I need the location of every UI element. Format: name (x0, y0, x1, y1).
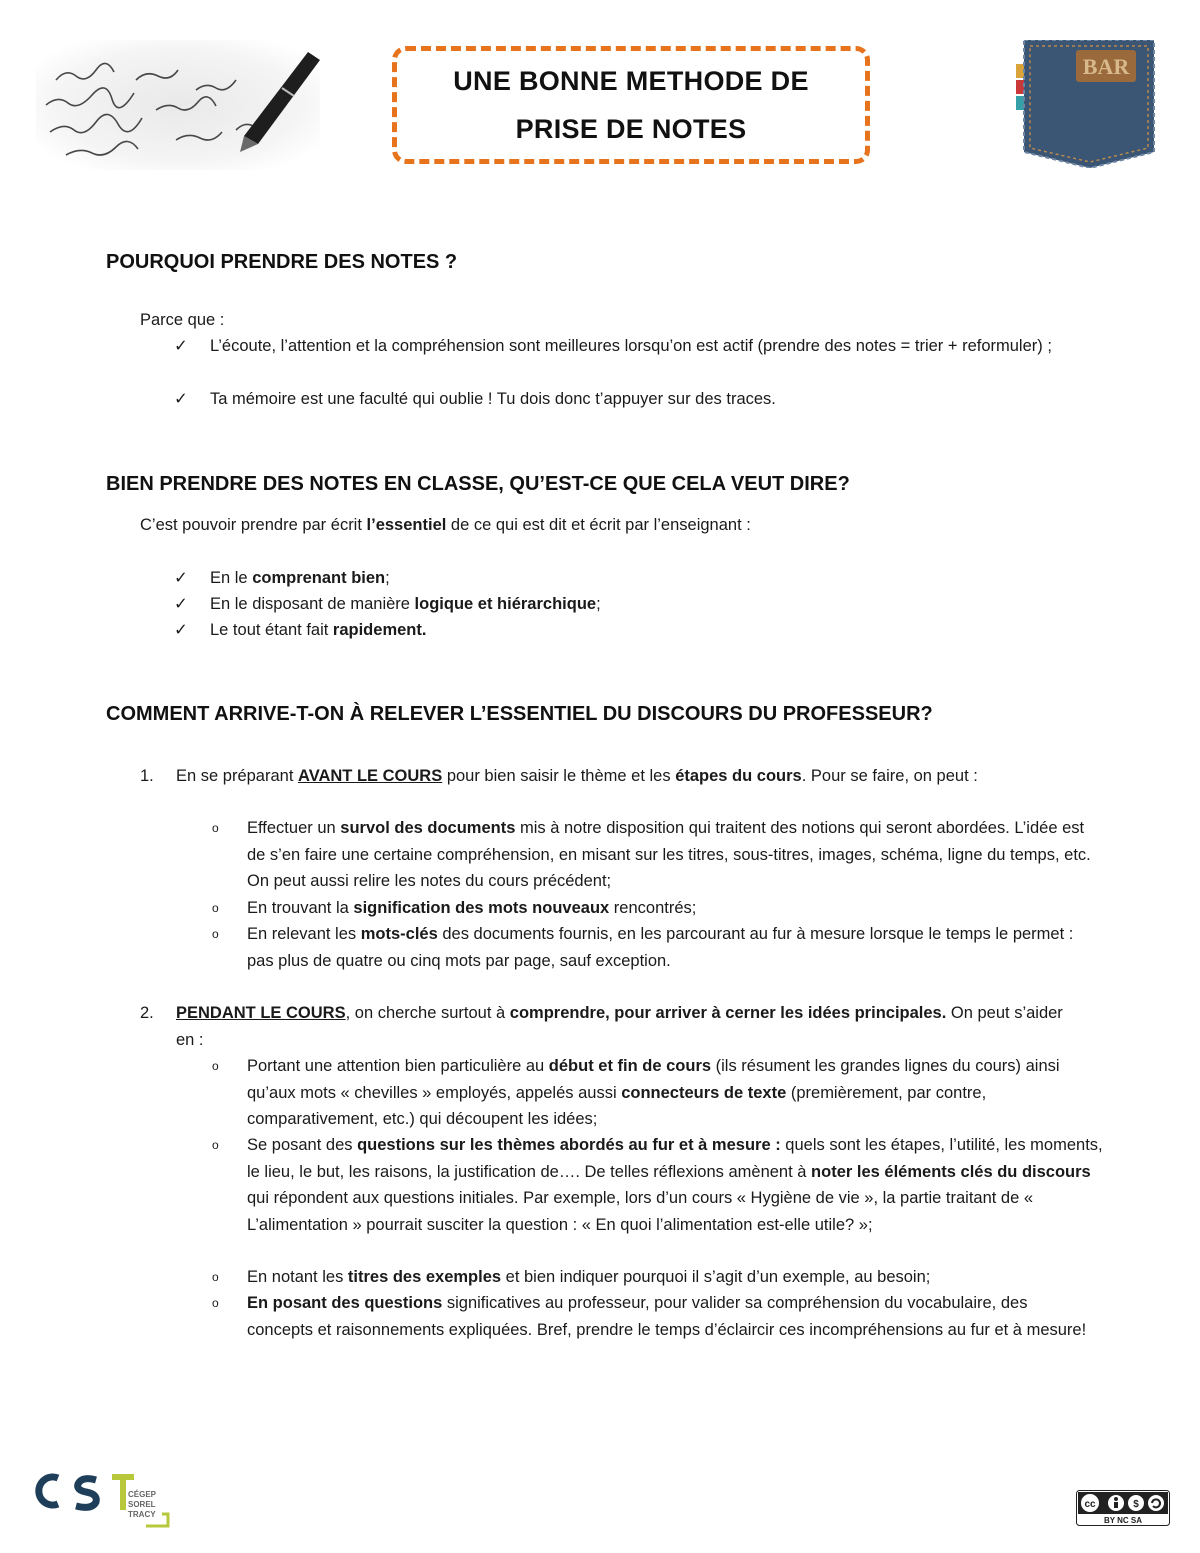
document-page: UNE BONNE METHODE DE PRISE DE NOTES BAR POURQUOI PRENDRE DES NOTES ? Parce que : ✓ L’écoute, l’attention et la compréhension sont meilleures lorsqu’on est actif (prendre des notes = trier + reformuler) ; ✓ Ta mémoire est une faculté qui oublie ! Tu dois donc t’appuyer sur des traces. BIEN PRENDRE DES NOTES EN CLASSE, QU’EST-CE QUE CELA VEUT DIRE? C’est pouvoir prendre par écrit l’essentiel de ce qui est dit et écrit par l’enseignant : ✓ En le comprenant bien; ✓ En le disposant de manière logique et hiérarchique; ✓ Le tout étant fait rapidement. COMMENT ARRIVE-T-ON À RELEVER L’ESSENTIEL DU DISCOURS DU PROFESSEUR? 1. En se préparant AVANT LE COURS pour bien saisir le thème et les étapes du cours. Pour se faire, on peut : o Effectuer un survol des documents mis à notre disposition qui traitent des notions qui seront abordées. L’idée est de s’en faire une certaine compréhension, en misant sur les titres, sous-titres, images, schéma, ligne du temps, etc. On peut aussi relire les notes du cours précédent; o En trouvant la signification des mots nouveaux rencontrés; o En relevant les mots-clés des documents fournis, en les parcourant au fur à mesure lorsque le temps le permet : pas plus de quatre ou cinq mots par page, sauf exception. 2. PENDANT LE COURS, on cherche surtout à comprendre, pour arriver à cerner les idées principales. On peut s’aider en : o Portant une attention bien particulière au début et fin de cours (ils résument les grandes lignes du cours) ainsi qu’aux mots « chevilles » employés, appelés aussi connecteurs de texte (premièrement, par contre, comparativement, etc.) qui découpent les idées; o Se posant des questions sur les thèmes abordés au fur et à mesure : quels sont les étapes, l’utilité, les moments, le lieu, le but, les raisons, la justification de…. De telles réflexions amènent à noter les éléments clés du discours qui répondent aux questions initiales. Par exemple, lors d’un cours « Hygiène de vie », la partie traitant de « L’alimentation » pourrait susciter la question : « En quoi l’alimentation est-elle utile? »; o En notant les titres des exemples et bien indiquer pourquoi il s’agit d’un exemple, au besoin; o En posant des questions significatives au professeur, pour valider sa compréhension du vocabulaire, des concepts et raisonnements expliquées. Bref, prendre le temps d’éclaircir ces incompréhensions au fur et à mesure! CÉGEP SOREL TRACY cc $ BY NC SA (0, 0, 1200, 1553)
title-line-1: UNE BONNE METHODE DE (453, 66, 809, 96)
svg-text:TRACY: TRACY (128, 1510, 156, 1519)
circle-bullet-icon: o (212, 927, 219, 941)
title-box (392, 46, 870, 164)
svg-text:cc: cc (1084, 1499, 1096, 1510)
svg-text:BY NC SA: BY NC SA (1103, 1516, 1143, 1525)
circle-bullet-icon: o (212, 1296, 219, 1310)
heading-what: BIEN PRENDRE DES NOTES EN CLASSE, QU’EST-CE QUE CELA VEUT DIRE? (106, 473, 850, 495)
jeans-pocket-image (1016, 40, 1156, 168)
checkmark-icon: ✓ (174, 390, 188, 408)
cegep-sorel-tracy-logo (34, 1470, 184, 1530)
checkmark-icon: ✓ (174, 621, 188, 639)
intro-parce-que: Parce que : (140, 311, 225, 329)
svg-text:SOREL: SOREL (128, 1500, 156, 1509)
circle-bullet-icon: o (212, 1138, 219, 1152)
svg-text:$: $ (1133, 1499, 1139, 1510)
intro-essentiel: C’est pouvoir prendre par écrit l’essentiel de ce qui est dit et écrit par l’enseignant : (140, 516, 751, 534)
svg-text:CÉGEP: CÉGEP (128, 1490, 157, 1499)
checkmark-icon: ✓ (174, 595, 188, 613)
checkmark-icon: ✓ (174, 337, 188, 355)
circle-bullet-icon: o (212, 1059, 219, 1073)
circle-bullet-icon: o (212, 901, 219, 915)
handwriting-photo (36, 40, 320, 170)
title-line-2: PRISE DE NOTES (515, 114, 747, 144)
heading-why: POURQUOI PRENDRE DES NOTES ? (106, 251, 458, 273)
pocket-label: BAR (1082, 54, 1130, 79)
circle-bullet-icon: o (212, 821, 219, 835)
checkmark-icon: ✓ (174, 569, 188, 587)
circle-bullet-icon: o (212, 1270, 219, 1284)
heading-how: COMMENT ARRIVE-T-ON À RELEVER L’ESSENTIEL DU DISCOURS DU PROFESSEUR? (106, 703, 933, 725)
creative-commons-license-badge (1076, 1490, 1170, 1526)
